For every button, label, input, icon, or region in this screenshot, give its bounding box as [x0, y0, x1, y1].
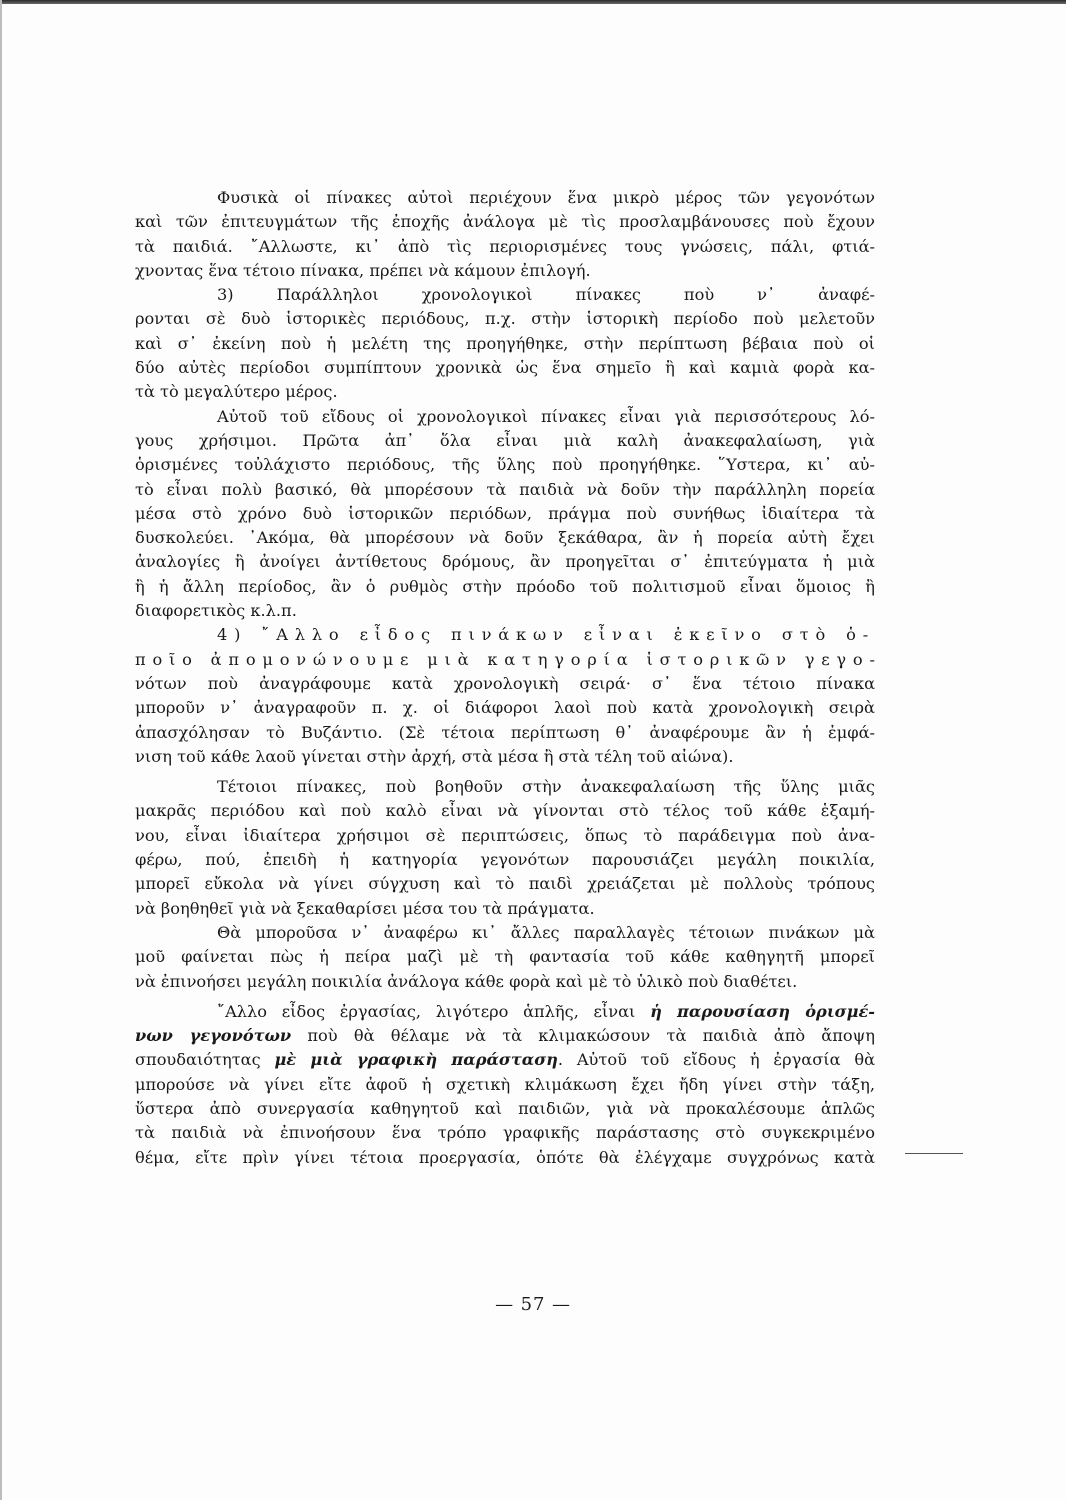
text-line: νὰ βοηθηθεῖ γιὰ νὰ ξεκαθαρίσει μέσα του τὰ πράγματα.: [135, 898, 595, 918]
text-line: 3) Παράλληλοι χρονολογικοὶ πίνακες ποὺ ν᾽ ἀναφέ-: [217, 285, 875, 305]
text-line: ῎Αλλο εἶδος ἐργασίας, λιγότερο ἁπλῆς, εἶναι ἡ παρουσίαση ὁρισμέ-: [217, 1001, 875, 1021]
body-text: [135, 186, 882, 1170]
text-line: τὰ τὸ μεγαλύτερο μέρος.: [135, 382, 338, 402]
text-line: νων γεγονότων ποὺ θὰ θέλαμε νὰ τὰ κλιμακώσουν τὰ παιδιὰ ἀπὸ ἄποψη: [135, 1026, 876, 1046]
text-line: νου, εἶναι ἰδιαίτερα χρήσιμοι σὲ περιπτώσεις, ὅπως τὸ παράδειγμα ποὺ ἀνα-: [135, 825, 875, 845]
text-line: τὸ εἶναι πολὺ βασικό, θὰ μπορέσουν τὰ παιδιὰ νὰ δοῦν τὴν παράλληλη πορεία: [135, 479, 875, 499]
margin-pencil-mark: [905, 1153, 963, 1154]
text-line: Φυσικὰ οἱ πίνακες αὐτοὶ περιέχουν ἕνα μικρὸ μέρος τῶν γεγονότων: [217, 188, 875, 207]
text-line: μπορεῖ εὔκολα νὰ γίνει σύγχυση καὶ τὸ παιδὶ χρειάζεται μὲ πολλοὺς τρόπους: [135, 874, 875, 894]
text-line: ἀπασχόλησαν τὸ Βυζάντιο. (Σὲ τέτοια περίπτωση θ᾽ ἀναφέρουμε ἂν ἡ ἐμφά-: [135, 722, 875, 742]
text-line: μέσα στὸ χρόνο δυὸ ἱστορικῶν περιόδων, πράγμα ποὺ συνήθως ἰδιαίτερα τὰ: [135, 503, 875, 523]
text-line: καὶ σ᾽ ἐκείνη ποὺ ἡ μελέτη της προηγήθηκε, στὴν περίπτωση βέβαια ποὺ οἱ: [135, 333, 875, 353]
text-line: γους χρήσιμοι. Πρῶτα ἀπ᾽ ὅλα εἶναι μιὰ καλὴ ἀνακεφαλαίωση, γιὰ: [135, 430, 875, 450]
emphasis-text: ἡ παρουσίαση ὁρισμέ-: [650, 1001, 875, 1021]
emphasis-text: νων γεγονότων: [135, 1026, 292, 1046]
text-line: ἢ ἡ ἄλλη περίοδος, ἂν ὁ ρυθμὸς στὴν πρόοδο τοῦ πολιτισμοῦ εἶναι ὅμοιος ἢ: [135, 576, 875, 596]
text-line: φέρω, πού, ἐπειδὴ ἡ κατηγορία γεγονότων παρουσιάζει μεγάλη ποικιλία,: [135, 850, 875, 870]
text-line: μοῦ φαίνεται πὼς ἡ πείρα μαζὶ μὲ τὴ φαντασία τοῦ κάθε καθηγητῆ μπορεῖ: [135, 947, 875, 967]
text-line: μποροῦν ν᾽ ἀναγραφοῦν π. χ. οἱ διάφοροι λαοὶ ποὺ κατὰ χρονολογικὴ σειρὰ: [135, 698, 875, 718]
text-line: Αὐτοῦ τοῦ εἴδους οἱ χρονολογικοὶ πίνακες εἶναι γιὰ περισσότερους λό-: [217, 406, 875, 426]
text-line: νότων ποὺ ἀναγράφουμε κατὰ χρονολογικὴ σειρά· σ᾽ ἕνα τέτοιο πίνακα: [135, 673, 875, 693]
text-line: δύο αὐτὲς περίοδοι συμπίπτουν χρονικὰ ὡς ἕνα σημεῖο ἢ καὶ καμιὰ φορὰ κα-: [135, 358, 875, 378]
text-line: ἀναλογίες ἢ ἀνοίγει ἀντίθετους δρόμους, ἂν προηγεῖται σ᾽ ἐπιτεύγματα ἡ μιὰ: [135, 552, 875, 572]
text-line: δυσκολεύει. ᾽Ακόμα, θὰ μπορέσουν νὰ δοῦν ξεκάθαρα, ἂν ἡ πορεία αὐτὴ ἔχει: [135, 528, 875, 548]
text-line: Τέτοιοι πίνακες, ποὺ βοηθοῦν στὴν ἀνακεφαλαίωση τῆς ὕλης μιᾶς: [217, 777, 875, 797]
text-line: θέμα, εἴτε πρὶν γίνει τέτοια προεργασία, ὁπότε θὰ ἐλέγχαμε συγχρόνως κατὰ: [135, 1147, 875, 1167]
scan-left-edge: [0, 0, 2, 1500]
scan-top-edge: [0, 0, 1066, 4]
text-line: ρονται σὲ δυὸ ἱστορικὲς περιόδους, π.χ. στὴν ἱστορικὴ περίοδο ποὺ μελετοῦν: [135, 309, 875, 329]
text-line: ποῖο ἀπομονώνουμε μιὰ κατηγορία ἱστορικῶν γεγο-: [135, 649, 882, 669]
text-line: χνοντας ἕνα τέτοιο πίνακα, πρέπει νὰ κάμουν ἐπιλογή.: [135, 260, 591, 280]
text-line: μακρᾶς περιόδου καὶ ποὺ καλὸ εἶναι νὰ γίνονται στὸ τέλος τοῦ κάθε ἑξαμή-: [135, 801, 875, 821]
text-line: Θὰ μποροῦσα ν᾽ ἀναφέρω κι᾽ ἄλλες παραλλαγὲς τέτοιων πινάκων μὰ: [217, 922, 875, 942]
emphasis-text: μὲ μιὰ γραφικὴ παράσταση: [274, 1050, 558, 1070]
text-line: νιση τοῦ κάθε λαοῦ γίνεται στὴν ἀρχή, στὰ μέσα ἢ στὰ τέλη τοῦ αἰώνα).: [135, 746, 734, 766]
text-line: 4) ῎Αλλο εἶδος πινάκων εἶναι ἐκεῖνο στὸ ὁ-: [217, 625, 875, 645]
text-line: τὰ παιδιά. ῎Αλλωστε, κι᾽ ἀπὸ τὶς περιορισμένες τους γνώσεις, πάλι, φτιά-: [135, 236, 875, 256]
text-line: τὰ παιδιὰ νὰ ἐπινοήσουν ἕνα τρόπο γραφικῆς παράστασης στὸ συγκεκριμένο: [135, 1123, 875, 1143]
page-number: — 57 —: [495, 1294, 571, 1315]
text-line: διαφορετικὸς κ.λ.π.: [135, 601, 297, 621]
text-line: ὕστερα ἀπὸ συνεργασία καθηγητοῦ καὶ παιδιῶν, γιὰ νὰ προκαλέσουμε ἁπλῶς: [135, 1098, 875, 1118]
text-line: μπορούσε νὰ γίνει εἴτε ἀφοῦ ἡ σχετικὴ κλιμάκωση ἔχει ἤδη γίνει στὴν τάξη,: [135, 1074, 875, 1094]
text-line: νὰ ἐπινοήσει μεγάλη ποικιλία ἀνάλογα κάθε φορὰ καὶ μὲ τὸ ὑλικὸ ποὺ διαθέτει.: [135, 971, 798, 991]
text-line: ὁρισμένες τοὐλάχιστο περιόδους, τῆς ὕλης ποὺ προηγήθηκε. ῞Υστερα, κι᾽ αὐ-: [135, 455, 875, 475]
text-line: καὶ τῶν ἐπιτευγμάτων τῆς ἐποχῆς ἀνάλογα μὲ τὶς προσλαμβάνουσες ποὺ ἔχουν: [135, 212, 875, 232]
text-line: σπουδαιότητας μὲ μιὰ γραφικὴ παράσταση. Αὐτοῦ τοῦ εἴδους ἡ ἐργασία θὰ: [135, 1050, 875, 1070]
